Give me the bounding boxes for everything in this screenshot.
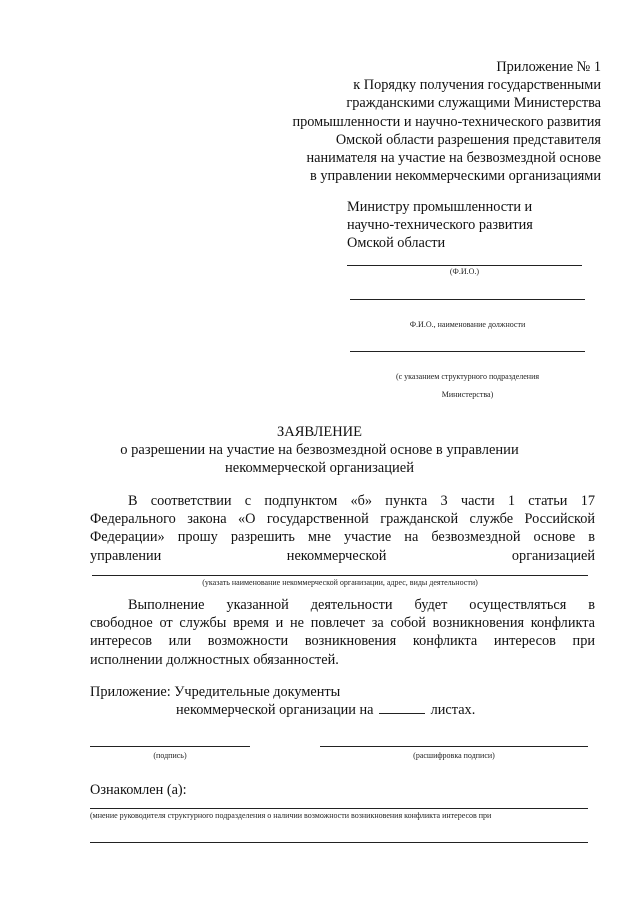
appendix-number: Приложение № 1 bbox=[496, 59, 601, 75]
paragraph-line: В соответствии с подпунктом «б» пункта 3 части 1 статьи 17 bbox=[128, 493, 595, 509]
appendix-line: гражданскими служащими Министерства bbox=[346, 95, 601, 112]
signature-caption: (подпись) bbox=[153, 751, 187, 760]
organization-line[interactable] bbox=[92, 575, 588, 576]
paragraph-conditions bbox=[90, 596, 595, 669]
paragraph-line: Выполнение указанной деятельности будет осуществляться в bbox=[128, 597, 595, 613]
addressee-line: Министру промышленности и bbox=[347, 199, 533, 215]
appendix-line: Омской области разрешения представителя bbox=[335, 131, 601, 148]
attachment-line bbox=[176, 701, 475, 719]
attachment-label: Приложение: Учредительные документы bbox=[90, 684, 341, 700]
signature-line[interactable] bbox=[90, 746, 250, 747]
document-title: ЗАЯВЛЕНИЕ bbox=[276, 424, 363, 440]
appendix-line: промышленности и научно-технического развития bbox=[292, 113, 601, 130]
sheet-count-field[interactable] bbox=[379, 702, 425, 714]
department-caption-2: Министерства) bbox=[441, 390, 494, 399]
fio-position-caption: Ф.И.О., наименование должности bbox=[409, 320, 526, 329]
addressee-line: Омской области bbox=[347, 235, 446, 252]
fio-position-line[interactable] bbox=[350, 299, 585, 300]
paragraph-line: интересов или возможности возникновения конфликта интересов при bbox=[90, 633, 595, 650]
organization-caption: (указать наименование некоммерческой организации, адрес, виды деятельности) bbox=[202, 578, 478, 587]
appendix-block bbox=[292, 58, 601, 185]
department-line[interactable] bbox=[350, 351, 585, 352]
paragraph-request bbox=[90, 492, 595, 565]
opinion-line[interactable] bbox=[90, 808, 588, 809]
appendix-line: к Порядку получения государственными bbox=[353, 77, 601, 94]
document-subtitle: о разрешении на участие на безвозмездной основе в управлении bbox=[120, 442, 519, 458]
attachment-text: некоммерческой организации на bbox=[176, 702, 374, 718]
familiarized-label: Ознакомлен (а): bbox=[90, 782, 187, 798]
attachment-text-end: листах. bbox=[430, 702, 476, 718]
addressee-block bbox=[347, 198, 533, 253]
signature-decode-caption: (расшифровка подписи) bbox=[413, 751, 495, 760]
appendix-line: нанимателя на участие на безвозмездной основе bbox=[306, 150, 601, 167]
paragraph-line: управлении некоммерческой организацией bbox=[90, 547, 595, 564]
addressee-line: научно-технического развития bbox=[347, 217, 533, 234]
opinion-caption: (мнение руководителя структурного подразделения о наличии возможности возникновения конфликта интересов при bbox=[90, 811, 492, 820]
department-caption: (с указанием структурного подразделения bbox=[395, 372, 540, 381]
paragraph-line: исполнении должностных обязанностей. bbox=[90, 651, 339, 668]
appendix-line: в управлении некоммерческими организациями bbox=[310, 168, 601, 185]
paragraph-line: Федерации» прошу разрешить мне участие на безвозмездной основе в bbox=[90, 529, 595, 546]
paragraph-line: свободное от службы время и не повлечет за собой возникновения конфликта bbox=[90, 615, 595, 632]
paragraph-line: Федерального закона «О государственной гражданской службе Российской bbox=[90, 511, 595, 528]
document-subtitle-2: некоммерческой организацией bbox=[225, 460, 414, 476]
opinion-line-2[interactable] bbox=[90, 842, 588, 843]
fio-caption: (Ф.И.О.) bbox=[449, 267, 480, 276]
fio-line[interactable] bbox=[347, 265, 582, 266]
signature-decode-line[interactable] bbox=[320, 746, 588, 747]
